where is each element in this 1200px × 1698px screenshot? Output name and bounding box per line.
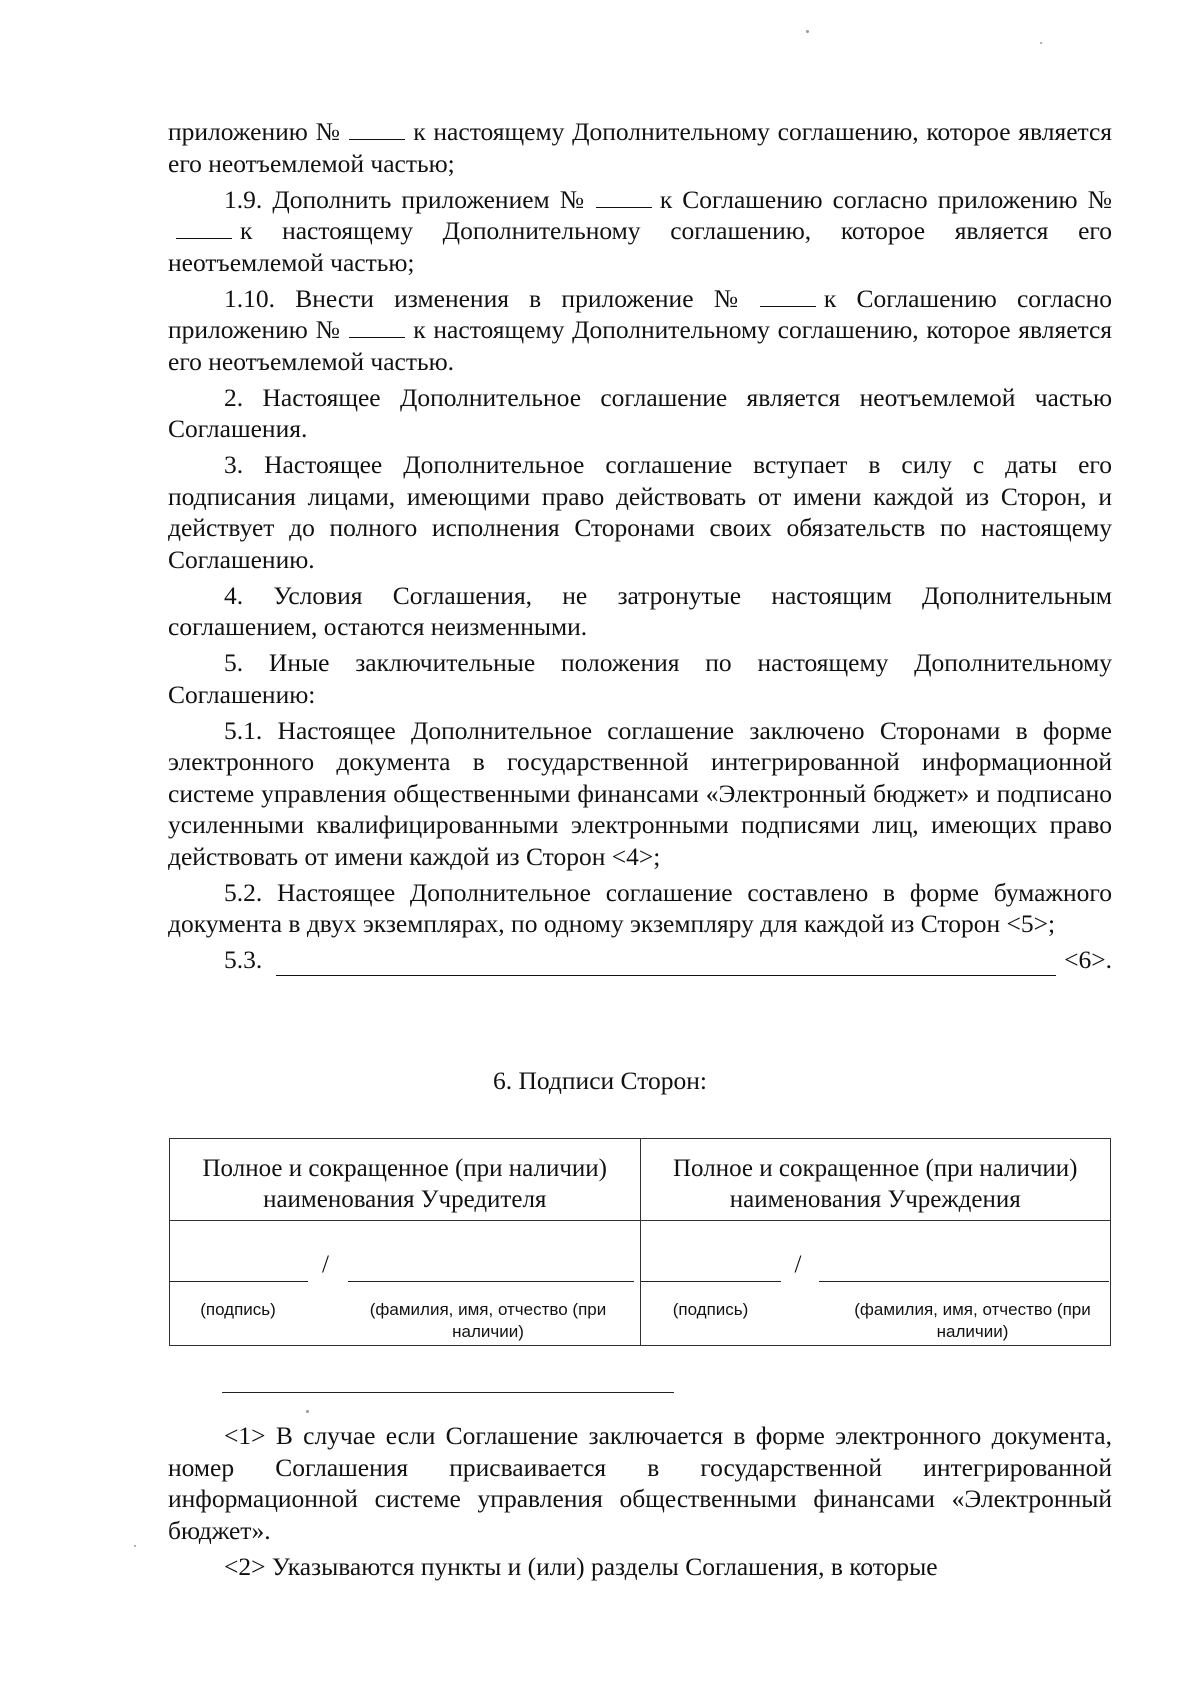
founder-signature-cell	[170, 1221, 641, 1346]
institution-signature-cell	[640, 1221, 1111, 1346]
scan-speck	[806, 30, 809, 33]
paragraph-1-9	[168, 184, 1112, 279]
slash: /	[794, 1251, 802, 1278]
paragraph-3: 3. Настоящее Дополнительное соглашение вступает в силу с даты его подписания лицами, имеющими право действовать от имени каждой из Сторон, и действует до полного исполнения Сторонами своих обязательств по настоящему Соглашению.	[168, 450, 1112, 574]
name-caption: (фамилия, имя, отчество (при наличии)	[854, 1300, 1091, 1341]
blank-line	[596, 187, 652, 208]
paragraph-2: 2. Настоящее Дополнительное соглашение является неотъемлемой частью Соглашения.	[168, 382, 1112, 443]
signature-caption: (подпись)	[672, 1300, 749, 1319]
paragraph-5-2: 5.2. Настоящее Дополнительное соглашение составлено в форме бумажного документа в двух экземплярах, по одному экземпляру для каждой из Сторон <5>;	[168, 877, 1112, 938]
signature-line	[170, 1281, 308, 1282]
scan-speck	[1040, 42, 1042, 44]
p19-post: к Соглашению согласно приложению №	[659, 184, 1112, 214]
p53-label: 5.3.	[224, 945, 263, 974]
p18-post: к настоящему Дополнительному соглашению, которое является его неотъемлемой частью;	[168, 117, 1113, 178]
name-line	[348, 1281, 634, 1282]
paragraph-5-3	[168, 944, 1112, 976]
footnote-2: <2> Указываются пункты и (или) разделы Соглашения, в которые	[224, 1551, 938, 1581]
p53-fill-line	[276, 951, 1056, 976]
p18-pre: приложению №	[168, 117, 342, 146]
p53-end: <6>.	[1064, 945, 1112, 974]
blank-line	[349, 317, 405, 338]
footnote-1: <1> В случае если Соглашение заключается в форме электронного документа, номер Соглашения присваивается в государственной интегрированной информационной системе управления общественными финансами «Электронный бюджет».	[168, 1421, 1112, 1545]
signatures-table	[169, 1138, 1111, 1346]
p19-post2: к настоящему Дополнительному соглашению, которое является его неотъемлемой частью;	[168, 216, 1112, 277]
footnotes	[168, 1420, 1112, 1587]
paragraph-4: 4. Условия Соглашения, не затронутые настоящим Дополнительным соглашением, остаются неизменными.	[168, 580, 1112, 641]
institution-header: Полное и сокращенное (при наличии) наименования Учреждения	[640, 1139, 1111, 1221]
signature-caption: (подпись)	[200, 1300, 276, 1319]
signatures-heading: 6. Подписи Сторон:	[493, 1066, 707, 1095]
p110-pre: 1.10. Внести изменения в приложение №	[224, 283, 752, 313]
name-line	[819, 1281, 1109, 1282]
paragraph-1-8-tail	[168, 116, 1112, 179]
slash: /	[322, 1251, 329, 1278]
paragraph-5-1: 5.1. Настоящее Дополнительное соглашение заключено Сторонами в форме электронного документа в государственной интегрированной информационной системе управления общественными финансами «Электронный бюджет» и подписано усиленными квалифицированными электронными подписями лиц, имеющих право действовать от имени каждой из Сторон <4>;	[168, 715, 1112, 871]
blank-line	[176, 218, 232, 239]
blank-line	[760, 286, 816, 307]
scan-speck	[306, 1410, 309, 1413]
p110-post: к Соглашению согласно приложению №	[168, 283, 1112, 344]
body-text	[168, 116, 1112, 976]
name-caption: (фамилия, имя, отчество (при наличии)	[369, 1300, 607, 1341]
paragraph-5: 5. Иные заключительные положения по настоящему Дополнительному Соглашению:	[168, 648, 1112, 709]
footnote-separator	[222, 1392, 674, 1393]
scan-speck	[134, 1545, 136, 1547]
founder-header: Полное и сокращенное (при наличии) наименования Учредителя	[170, 1139, 641, 1221]
paragraph-1-10	[168, 283, 1112, 378]
p19-pre: 1.9. Дополнить приложением №	[224, 184, 588, 214]
blank-line	[349, 119, 405, 140]
signature-line	[641, 1281, 781, 1282]
p110-post2: к настоящему Дополнительному соглашению, которое является его неотъемлемой частью.	[168, 315, 1113, 376]
